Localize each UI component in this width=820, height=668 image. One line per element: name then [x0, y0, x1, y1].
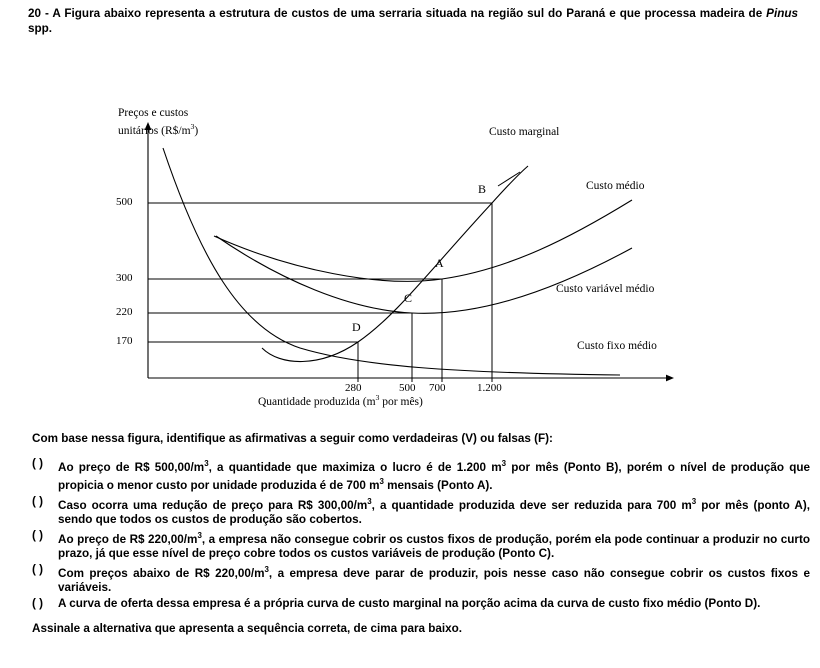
- statement-checkbox-3[interactable]: ( ): [32, 528, 44, 542]
- statement-text-4: Com preços abaixo de R$ $220,00/m^3$, a empresa deve parar de produzir, pois nesse caso não consegue cobrir os custos fixos e variáveis.: [58, 564, 810, 595]
- label-custo-medio: Custo médio: [586, 180, 645, 192]
- curve-custo-fixo-medio: [163, 148, 620, 375]
- x-axis-label-text: Quantidade produzida (m: [258, 395, 376, 408]
- curve-custo-medio: [214, 200, 632, 281]
- curve-custo-marginal: [262, 166, 528, 362]
- y-tick-170: 170: [116, 335, 133, 347]
- label-custo-marginal: Custo marginal: [489, 126, 560, 138]
- closing-instruction: Assinale a alternativa que apresenta a sequência correta, de cima para baixo.: [32, 622, 463, 636]
- statement-item-3: [32, 529, 810, 562]
- y-axis-label-close: ): [194, 124, 199, 137]
- cost-structure-figure: [0, 48, 820, 418]
- question-prompt-part1: A Figura abaixo representa a estrutura de custos de uma serraria situada na região sul do Paraná e que processa madeira de: [52, 7, 767, 20]
- point-label-B: B: [478, 182, 487, 196]
- statement-text-3: Ao preço de R$ $220,00/m^3$, a empresa não consegue cobrir os custos fixos de produção, porém ela pode continuar a produzir no curto prazo, já que esse nível de preço cobre todos os custos variáveis de produção (Ponto C).: [58, 530, 810, 561]
- statement-checkbox-5[interactable]: ( ): [32, 596, 44, 610]
- x-axis-label-sup: 3: [375, 393, 380, 402]
- x-axis-label-close: por mês): [379, 395, 423, 408]
- y-axis-label-sup: 3: [190, 122, 195, 131]
- curve-custo-variavel-medio: [216, 236, 632, 313]
- y-axis-label-line1: Preços e custos: [118, 107, 189, 119]
- question-prompt-part2: spp.: [28, 22, 53, 35]
- point-label-A: A: [435, 256, 444, 270]
- question-statement: [28, 6, 798, 36]
- statement-text-2: Caso ocorra uma redução de preço para R$ $300,00/m^3$, a quantidade produzida deve ser reduzida para 700 $m^3$ por mês (ponto A), sendo que todos os custos de produção são cobertos.: [58, 496, 811, 527]
- y-axis-label-line2: unitários (R$/m: [118, 124, 191, 137]
- question-number: 20 -: [28, 7, 49, 20]
- cost-curves-chart: [0, 48, 820, 418]
- x-tick-1200: 1.200: [477, 382, 502, 394]
- statement-item-1: [32, 457, 810, 494]
- y-tick-220: 220: [116, 306, 133, 318]
- label-custo-variavel-medio: Custo variável médio: [556, 283, 655, 295]
- statement-text-5: A curva de oferta dessa empresa é a própria curva de custo marginal na porção acima da curva de custo fixo médio (Ponto D).: [58, 596, 761, 610]
- instructions-line: Com base nessa figura, identifique as afirmativas a seguir como verdadeiras (V) ou falsas (F):: [32, 432, 553, 445]
- statement-checkbox-4[interactable]: ( ): [32, 562, 44, 576]
- x-tick-700: 700: [429, 382, 446, 394]
- statement-checkbox-1[interactable]: ( ): [32, 456, 44, 470]
- statement-item-5: [32, 597, 810, 612]
- statement-item-2: [32, 495, 810, 528]
- statement-checkbox-2[interactable]: ( ): [32, 494, 44, 508]
- y-tick-300: 300: [116, 272, 133, 284]
- statement-item-4: [32, 563, 810, 596]
- question-prompt-italic: Pinus: [766, 7, 798, 20]
- question-body: [32, 432, 810, 637]
- x-axis-label: [258, 393, 423, 408]
- statement-text-1: Ao preço de R$ $500,00/m^3$, a quantidade que maximiza o lucro é de 1.200 $m^3$ por mês (Ponto B), porém o nível de produção que propicia o menor custo por unidade produzida é de 700 $m^3$ mensais (Ponto A).: [58, 458, 810, 492]
- point-label-D: D: [352, 320, 361, 334]
- y-axis-label: [118, 106, 198, 138]
- x-axis-arrow: [666, 375, 674, 382]
- label-custo-fixo-medio: Custo fixo médio: [577, 340, 657, 352]
- point-label-C: C: [404, 291, 413, 305]
- x-tick-500: 500: [399, 382, 416, 394]
- y-tick-500: 500: [116, 196, 133, 208]
- x-tick-280: 280: [345, 382, 362, 394]
